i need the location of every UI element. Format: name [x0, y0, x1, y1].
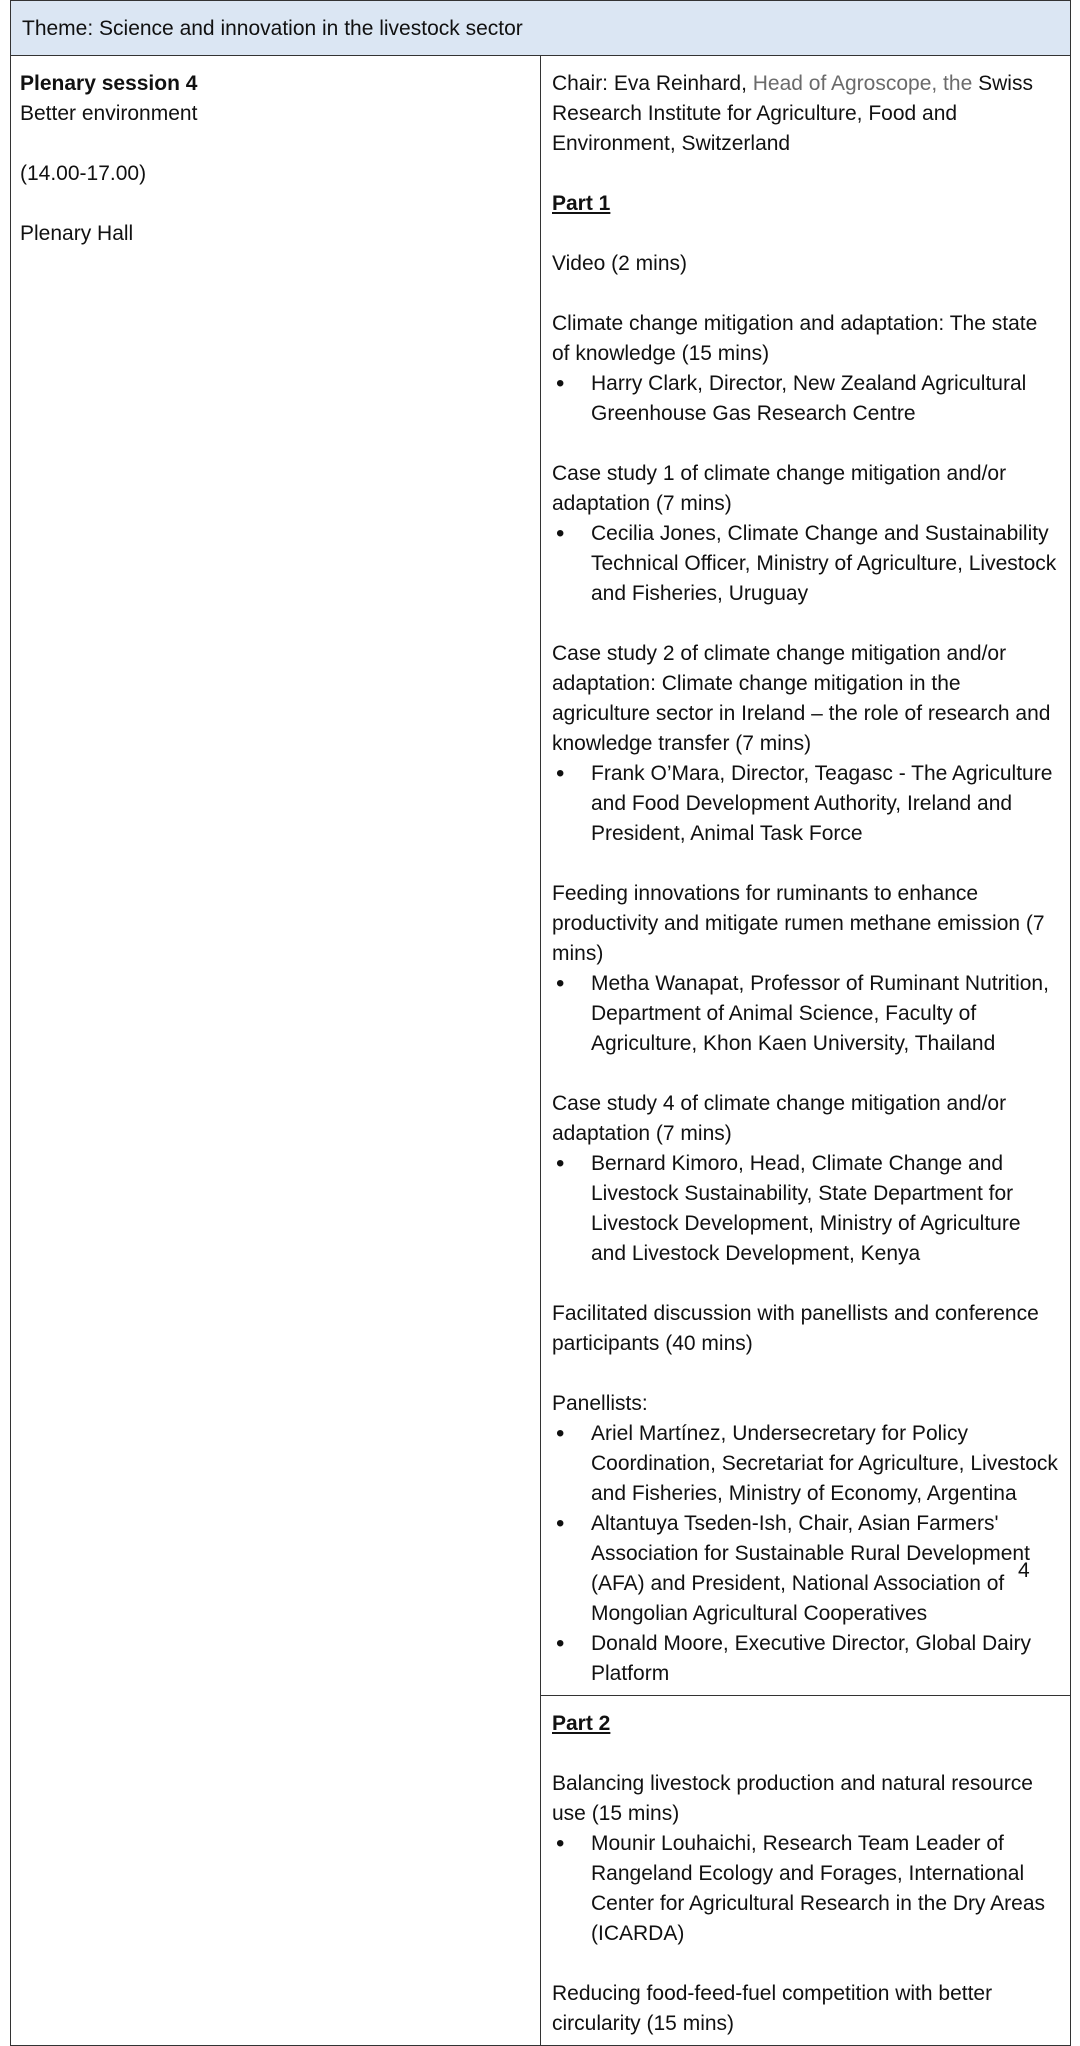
session-title: Plenary session 4 — [20, 72, 198, 95]
agenda-item-title: Case study 2 of climate change mitigation and/or adaptation: Climate change mitigation in the agriculture sector in Ireland – the role of research and knowledge transfer (7 mins) — [552, 642, 1051, 755]
theme-title: Theme: Science and innovation in the livestock sector — [22, 17, 523, 40]
agenda-item-title: Feeding innovations for ruminants to enhance productivity and mitigate rumen methane emission (7 mins) — [552, 882, 1045, 965]
panellist: • Altantuya Tseden-Ish, Chair, Asian Farmers' Association for Sustainable Rural Development (AFA) and President, National Association of Mongolian Agricultural Cooperatives — [552, 1509, 1059, 1629]
page-number: 4 — [1018, 1559, 1030, 1582]
panellist: • Ariel Martínez, Undersecretary for Policy Coordination, Secretariat for Agriculture, Livestock and Fisheries, Ministry of Economy, Argentina — [552, 1419, 1059, 1509]
panellist: • Donald Moore, Executive Director, Global Dairy Platform — [552, 1629, 1059, 1689]
agenda-item — [552, 1089, 1059, 1269]
chair-line — [552, 69, 1059, 159]
agenda-item — [552, 639, 1059, 849]
speaker: • Mounir Louhaichi, Research Team Leader of Rangeland Ecology and Forages, International Center for Agricultural Research in the Dry Areas (ICARDA) — [552, 1829, 1059, 1949]
agenda-item-title: Case study 4 of climate change mitigation and/or adaptation (7 mins) — [552, 1092, 1007, 1145]
discussion-item: Facilitated discussion with panellists and conference participants (40 mins) — [552, 1302, 1039, 1355]
speaker: • Cecilia Jones, Climate Change and Sustainability Technical Officer, Ministry of Agriculture, Livestock and Fisheries, Uruguay — [552, 519, 1059, 609]
agenda-table — [10, 0, 1071, 2046]
panellists-label: Panellists: — [552, 1392, 648, 1415]
part2-heading: Part 2 — [552, 1712, 611, 1735]
session-info-cell — [11, 56, 541, 2046]
session-venue: Plenary Hall — [20, 222, 134, 245]
speaker: • Frank O’Mara, Director, Teagasc - The Agriculture and Food Development Authority, Ireland and President, Animal Task Force — [552, 759, 1059, 849]
speaker: • Bernard Kimoro, Head, Climate Change and Livestock Sustainability, State Department for Livestock Development, Ministry of Agriculture and Livestock Development, Kenya — [552, 1149, 1059, 1269]
agenda-item-title: Balancing livestock production and natural resource use (15 mins) — [552, 1772, 1033, 1825]
agenda-item-title: Climate change mitigation and adaptation: The state of knowledge (15 mins) — [552, 312, 1038, 365]
agenda-item-title: Reducing food-feed-fuel competition with better circularity (15 mins) — [552, 1982, 993, 2035]
theme-header — [11, 1, 1071, 56]
part1-cell — [541, 56, 1071, 1696]
part2-cell — [541, 1696, 1071, 2046]
speaker: • Metha Wanapat, Professor of Ruminant Nutrition, Department of Animal Science, Faculty of Agriculture, Khon Kaen University, Thailand — [552, 969, 1059, 1059]
session-subtitle: Better environment — [20, 102, 198, 125]
session-time: (14.00-17.00) — [20, 162, 147, 185]
video-item: Video (2 mins) — [552, 252, 688, 275]
panellists-list — [552, 1419, 1059, 1689]
speaker: • Harry Clark, Director, New Zealand Agricultural Greenhouse Gas Research Centre — [552, 369, 1059, 429]
chair-institution: Swiss Research Institute for Agriculture, Food and Environment, Switzerland — [552, 72, 1033, 155]
agenda-item — [552, 879, 1059, 1059]
agenda-page — [10, 0, 1065, 2046]
agenda-item — [552, 459, 1059, 609]
agenda-item — [552, 309, 1059, 429]
agenda-item — [552, 1769, 1059, 1949]
chair-name: Chair: Eva Reinhard, — [552, 72, 753, 95]
chair-role: Head of Agroscope, the — [752, 72, 973, 95]
agenda-item-title: Case study 1 of climate change mitigation and/or adaptation (7 mins) — [552, 462, 1007, 515]
part1-heading: Part 1 — [552, 192, 611, 215]
